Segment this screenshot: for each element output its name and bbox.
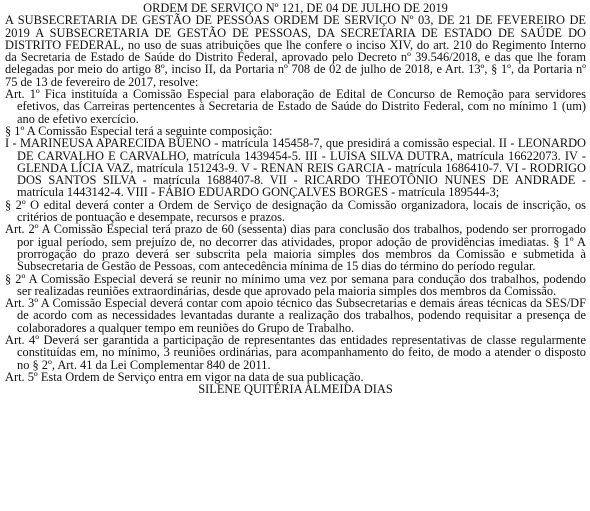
art2-paragraph: Art. 2º A Comissão Especial terá prazo de 60 (sessenta) dias para conclusão dos trabalhos, podendo ser prorrogado por igual período, sem prejuízo de, no decorrer das atividades, propor adoção de providências imediatas. § 1º A prorrogação do prazo deverá ser subscrita pela maioria simples dos membros da Comissão e submetida à Subsecretaria de Gestão de Pessoas, com antecedência mínima de 15 dias do término do período regular. [5,222,586,274]
art3-paragraph: Art. 3º A Comissão Especial deverá contar com apoio técnico das Subsecretarias e demais áreas técnicas da SES/DF de acordo com as necessidades levantadas durante a realização dos trabalhos, podendo requisitar a presença de colaboradores a qualquer tempo em reuniões do Grupo de Trabalho. [5,296,586,335]
preamble-paragraph: A SUBSECRETARIA DE GESTÃO DE PESSOAS ORDEM DE SERVIÇO Nº 03, DE 21 DE FEVEREIRO DE 2019 A SUBSECRETARIA DE GESTÃO DE PESSOAS, DA SECRETARIA DE ESTADO DE SAÚDE DO DISTRITO FEDERAL, no uso de suas atribuições que lhe confere o inciso XIV, do art. 210 do Regimento Interno da Secretaria de Estado de Saúde do Distrito Federal, aprovado pelo Decreto nº 39.546/2018, e das que lhe foram delegadas por meio do artigo 8º, inciso II, da Portaria nº 708 de 02 de julho de 2018, e Art. 13º, § 1º, da Portaria nº 75 de 13 de fevereiro de 2017, resolve: [5,13,586,89]
art1-paragraph: Art. 1º Fica instituída a Comissão Especial para elaboração de Edital de Concurso de Remoção para servidores efetivos, das Carreiras pertencentes à Secretaria de Estado de Saúde do Distrito Federal, com no mínimo 1 (um) ano de efetivo exercício. [5,87,586,126]
signature: SILENE QUITÉRIA ALMEIDA DIAS [198,382,393,397]
art4-paragraph: Art. 4º Deverá ser garantida a participação de representantes das entidades representativas de classe regularmente constituídas em, no mínimo, 3 reuniões ordinárias, para acompanhamento do feito, de modo a atender o disposto no § 2º, Art. 41 da Lei Complementar 840 de 2011. [5,333,586,372]
art1-par1-paragraph: § 1º A Comissão Especial terá a seguinte composição: [5,123,273,138]
document-title: ORDEM DE SERVIÇO Nº 121, DE 04 DE JULHO DE 2019 [143,1,448,15]
art1-par2-paragraph: § 2º O edital deverá conter a Ordem de Serviço de designação da Comissão organizadora, locais de inscrição, os critérios de pontuação e desempate, recursos e prazos. [5,197,586,225]
art5-paragraph: Art. 5º Esta Ordem de Serviço entra em vigor na data de sua publicação. [5,369,364,384]
art2-par2-paragraph: § 2º A Comissão Especial deverá se reunir no mínimo uma vez por semana para condução dos trabalhos, podendo ser realizadas reuniões extraordinárias, desde que aprovado pela maioria simples dos membros da Comissão. [5,271,586,298]
composition-paragraph: I - MARINEUSA APARECIDA BUENO - matrícula 145458-7, que presidirá a comissão especial. II - LEONARDO DE CARVALHO E CARVALHO, matrícula 1439454-5. III - LUISA SILVA DUTRA, matrícula 16622073. IV - GLENDA LÍCIA VAZ, matrícula 151243-9. V - RENAN REIS GARCIA - matrícula 1686410-7. VI - RODRIGO DOS SANTOS SILVA - matrícula 1688407-8. VII - RICARDO THEOTÔNIO NUNES DE ANDRADE - matrícula 1443142-4. VIII - FÁBIO EDUARDO GONÇALVES BORGES - matrícula 189544-3; [5,136,586,200]
